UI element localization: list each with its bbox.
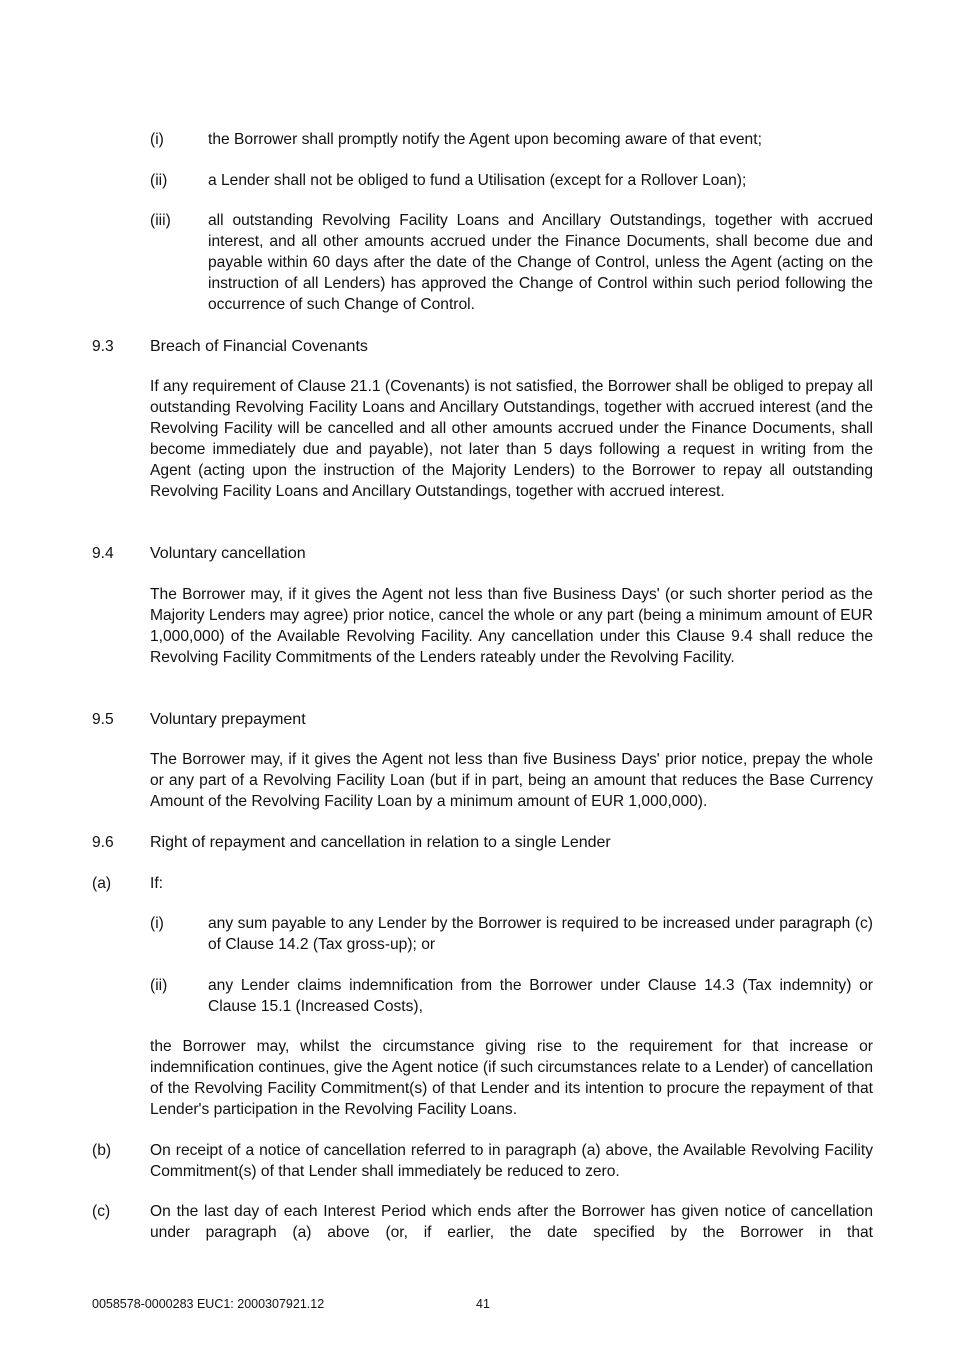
item-text: a Lender shall not be obliged to fund a Utilisation (except for a Rollover Loan); (208, 172, 747, 189)
paragraph-text: If: (150, 875, 163, 892)
section-body: The Borrower may, if it gives the Agent not less than five Business Days' prior notice, prepay the whole or any part of a Revolving Facility Loan (but if in part, being an amount that reduces the Base Currency Amount of the Revolving Facility Loan by a minimum amount of EUR 1,000,000). (150, 751, 873, 810)
section-body: If any requirement of Clause 21.1 (Covenants) is not satisfied, the Borrower shall be obliged to prepay all outstanding Revolving Facility Loans and Ancillary Outstandings, together with accrued interest (and the Revolving Facility will be cancelled and all other amounts accrued under the Finance Documents, shall become immediately due and payable), not later than 5 days following a request in writing from the Agent (acting upon the instruction of the Majority Lenders) to the Borrower to repay all outstanding Revolving Facility Loans and Ancillary Outstandings, together with accrued interest. (150, 378, 873, 500)
section-number: 9.3 (92, 338, 114, 355)
section-heading: Breach of Financial Covenants (150, 338, 368, 355)
paragraph-continuation: the Borrower may, whilst the circumstance giving rise to the requirement for that increase or indemnification continues, give the Agent notice (if such circumstances relate to a Lender) of cancellation of the Revolving Facility Commitment(s) of that Lender and its intention to procure the repayment of that Lender's participation in the Revolving Facility Loans. (150, 1038, 873, 1118)
item-text: any Lender claims indemnification from the Borrower under Clause 14.3 (Tax indemnity) or Clause 15.1 (Increased Costs), (208, 977, 873, 1015)
item-text: all outstanding Revolving Facility Loans and Ancillary Outstandings, together with accrued interest, and all other amounts accrued under the Finance Documents, shall become due and payable within 60 days after the date of the Change of Control, unless the Agent (acting on the instruction of all Lenders) has approved the Change of Control within such period following the occurrence of such Change of Control. (208, 212, 873, 313)
item-text: the Borrower shall promptly notify the Agent upon becoming aware of that event; (208, 131, 762, 148)
item-label: (ii) (150, 977, 168, 994)
paragraph-text: On the last day of each Interest Period which ends after the Borrower has given notice of cancellation under paragraph (a) above (or, if earlier, the date specified by the Borrower in that (150, 1203, 873, 1241)
section-heading: Voluntary prepayment (150, 711, 306, 728)
section-heading: Voluntary cancellation (150, 545, 306, 562)
paragraph-text: On receipt of a notice of cancellation referred to in paragraph (a) above, the Available Revolving Facility Commitment(s) of that Lender shall immediately be reduced to zero. (150, 1142, 873, 1180)
section-body: The Borrower may, if it gives the Agent not less than five Business Days' (or such shorter period as the Majority Lenders may agree) prior notice, cancel the whole or any part (being a minimum amount of EUR 1,000,000) of the Available Revolving Facility. Any cancellation under this Clause 9.4 shall reduce the Revolving Facility Commitments of the Lenders rateably under the Revolving Facility. (150, 586, 873, 666)
page-number: 41 (476, 1297, 490, 1311)
paragraph-label: (c) (92, 1203, 111, 1220)
item-text: any sum payable to any Lender by the Borrower is required to be increased under paragraph (c) of Clause 14.2 (Tax gross-up); or (208, 915, 873, 953)
footer-doc-reference: 0058578-0000283 EUC1: 2000307921.12 (92, 1297, 325, 1311)
section-number: 9.4 (92, 545, 114, 562)
item-label: (ii) (150, 172, 168, 189)
section-heading: Right of repayment and cancellation in relation to a single Lender (150, 834, 611, 851)
section-number: 9.5 (92, 711, 114, 728)
paragraph-label: (a) (92, 875, 112, 892)
paragraph-label: (b) (92, 1142, 112, 1159)
item-label: (iii) (150, 212, 171, 229)
item-label: (i) (150, 131, 164, 148)
item-label: (i) (150, 915, 164, 932)
section-number: 9.6 (92, 834, 114, 851)
